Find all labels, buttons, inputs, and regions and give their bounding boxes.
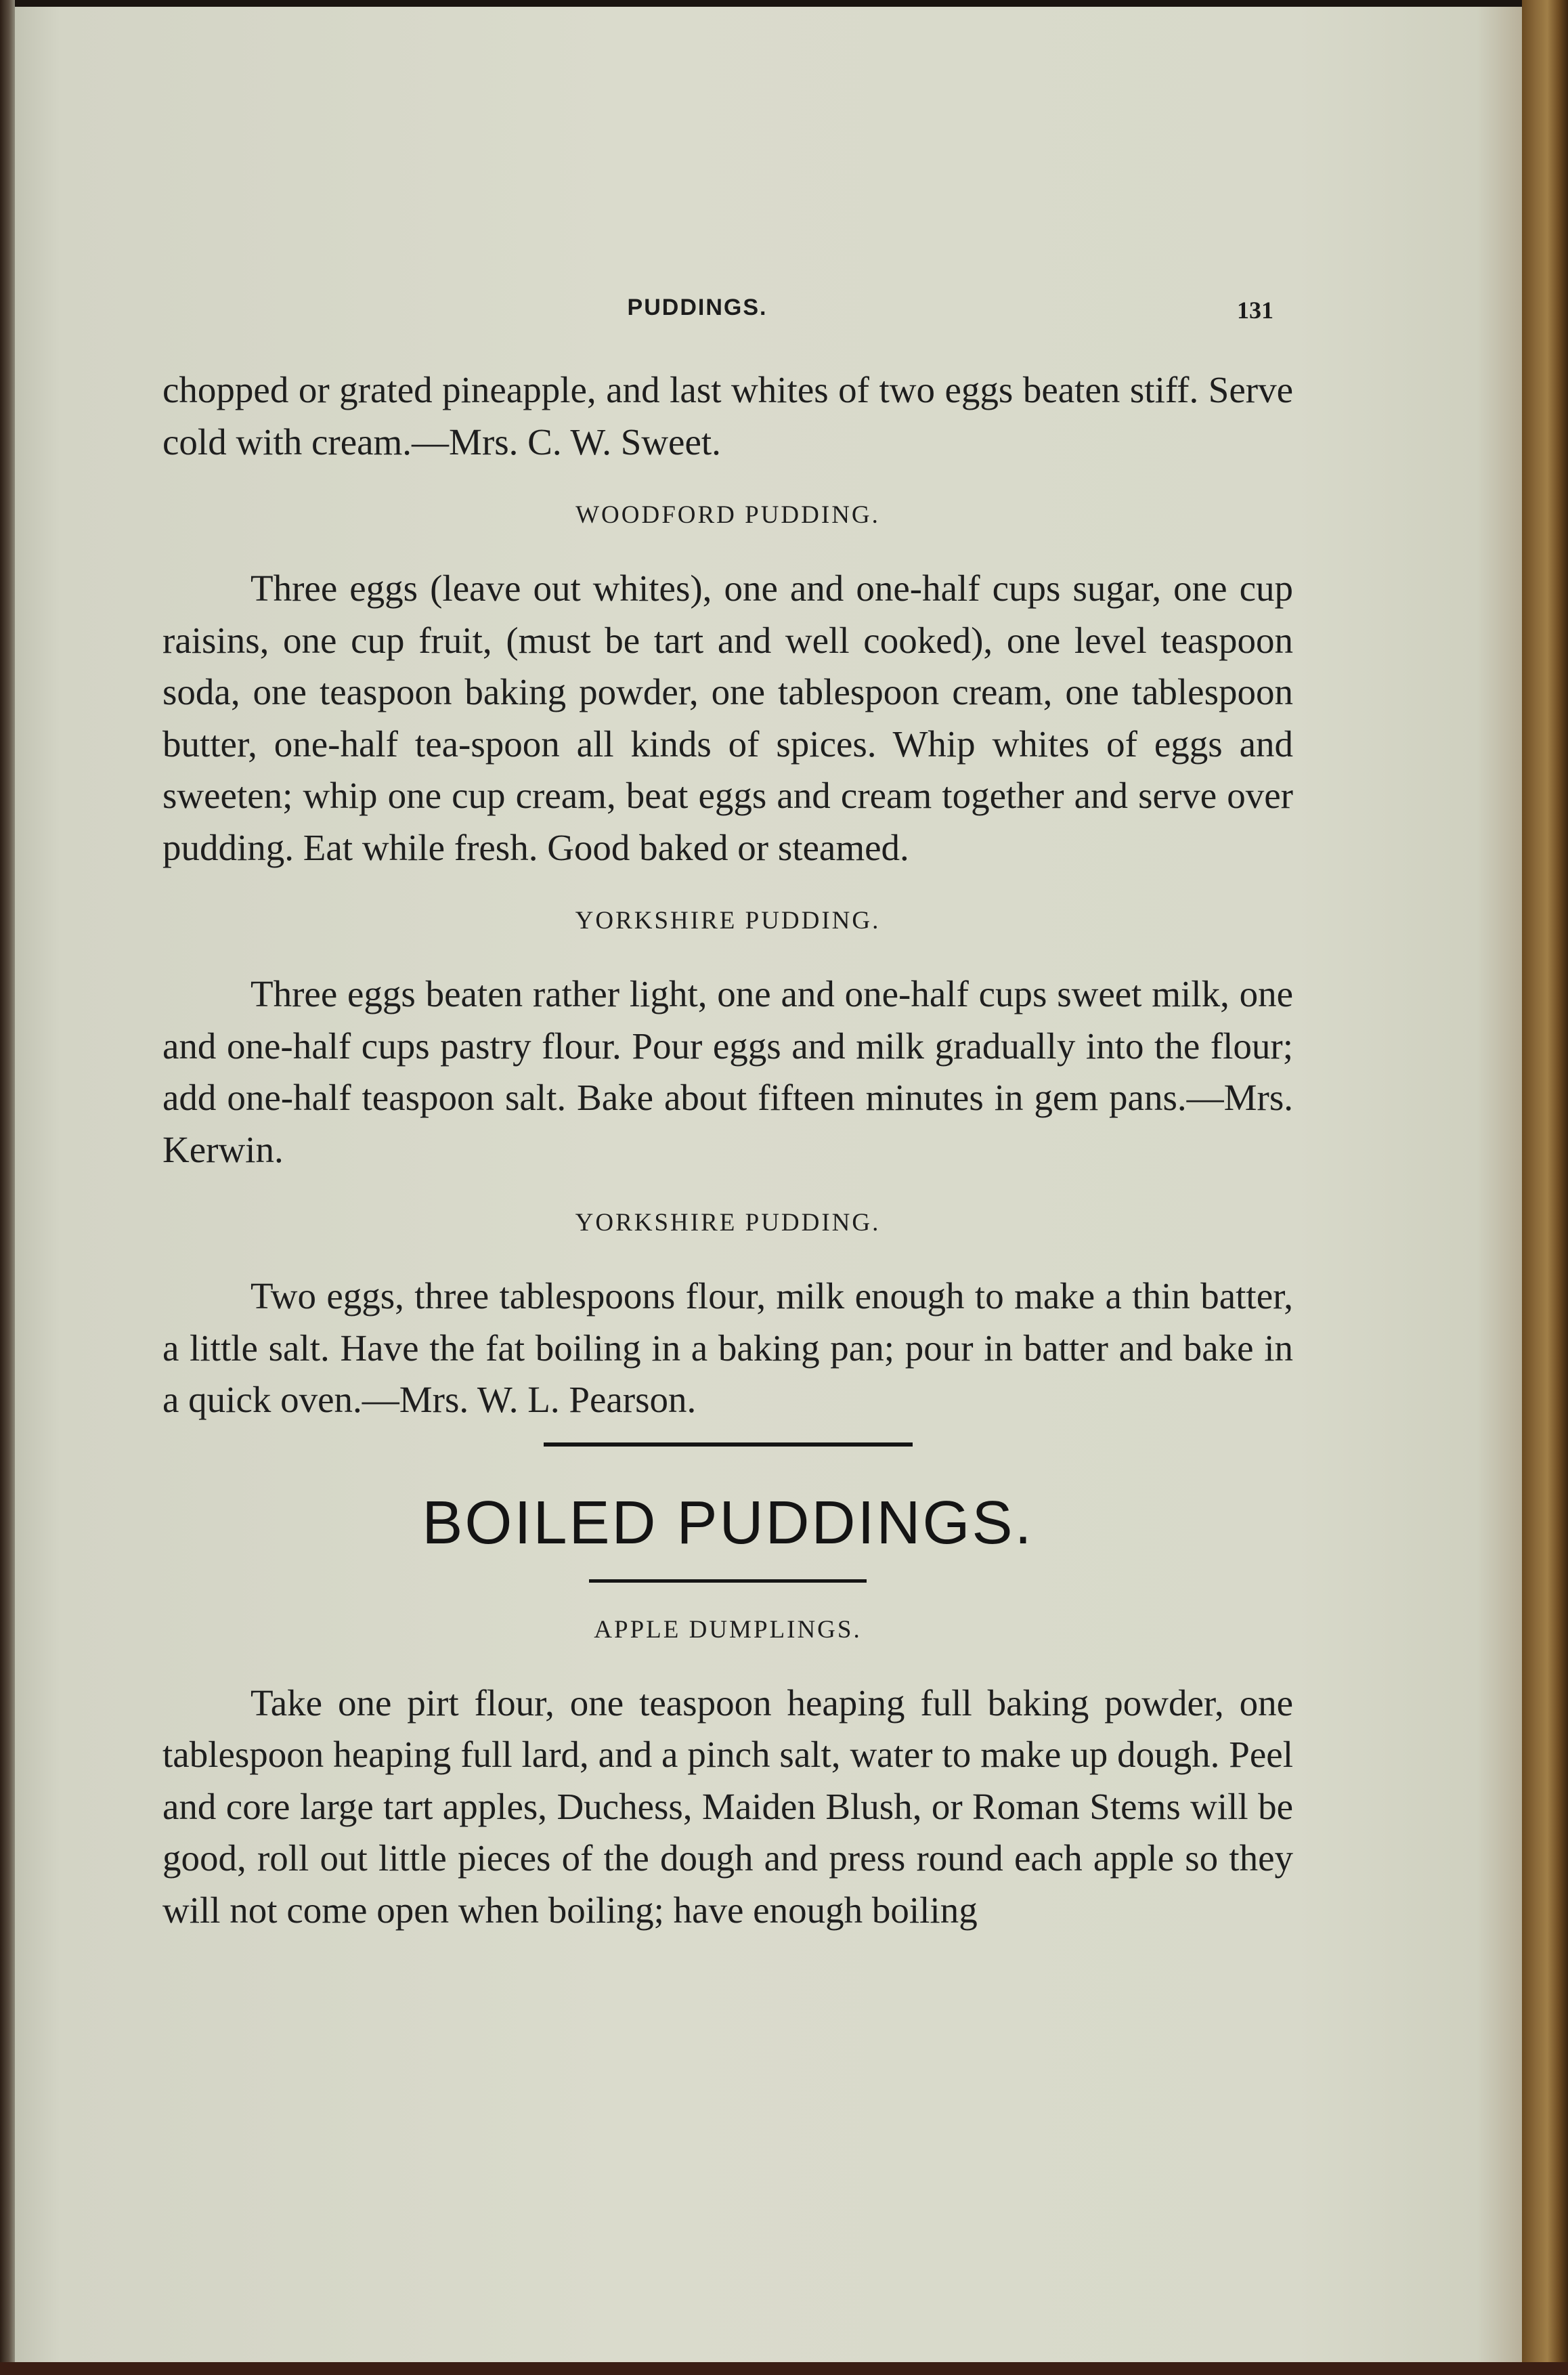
section-rule-top — [544, 1442, 913, 1447]
recipe-title-yorkshire-1: YORKSHIRE PUDDING. — [575, 907, 881, 935]
section-title: BOILED PUDDINGS. — [422, 1489, 1034, 1557]
section-rule-bottom — [589, 1579, 867, 1583]
recipe-text-apple-dumplings: Take one pirt flour, one teaspoon heaping full baking powder, one tablespoon heaping full lard, and a pinch salt, water to make up dough. Peel and core large tart apples, Duchess, Maiden Blush, or Roman Stems will be good, roll out little pieces of the dough and press round each apple so they will not come open when boiling; have enough boiling — [162, 1682, 1293, 1931]
recipe-text-yorkshire-1: Three eggs beaten rather light, one and one-half cups sweet milk, one and one-half cups pastry flour. Pour eggs and milk gradually into the flour; add one-half teaspoon salt. Bake about fifteen minutes in gem pans.—Mrs. Kerwin. — [162, 973, 1293, 1170]
running-head: PUDDINGS. — [627, 295, 768, 320]
recipe-title-apple-dumplings: APPLE DUMPLINGS. — [594, 1615, 862, 1644]
recipe-title-woodford: WOODFORD PUDDING. — [575, 501, 880, 529]
page-number: 131 — [1237, 297, 1273, 324]
page-gutter — [0, 0, 15, 2375]
recipe-text-yorkshire-2: Two eggs, three tablespoons flour, milk enough to make a thin batter, a little salt. Have the fat boiling in a baking pan; pour in batter and bake in a quick oven.—Mrs. W. L. Pearson. — [162, 1275, 1293, 1420]
page-header — [15, 295, 1522, 328]
bottom-edge — [0, 2362, 1568, 2375]
recipe-text-woodford: Three eggs (leave out whites), one and one-half cups sugar, one cup raisins, one cup fruit, (must be tart and well cooked), one level teaspoon soda, one teaspoon baking powder, one tablespoon cream, one tablespoon butter, one-half tea-spoon all kinds of spices. Whip whites of eggs and sweeten; whip one cup cream, beat eggs and cream together and serve over pudding. Eat while fresh. Good baked or steamed. — [162, 568, 1293, 868]
book-binding-edge — [1522, 0, 1568, 2375]
recipe-title-yorkshire-2: YORKSHIRE PUDDING. — [575, 1209, 881, 1237]
page-body — [162, 364, 1293, 1936]
book-page — [15, 7, 1522, 2362]
intro-text: chopped or grated pineapple, and last whites of two eggs beaten stiff. Serve cold with cream.—Mrs. C. W. Sweet. — [162, 369, 1293, 463]
